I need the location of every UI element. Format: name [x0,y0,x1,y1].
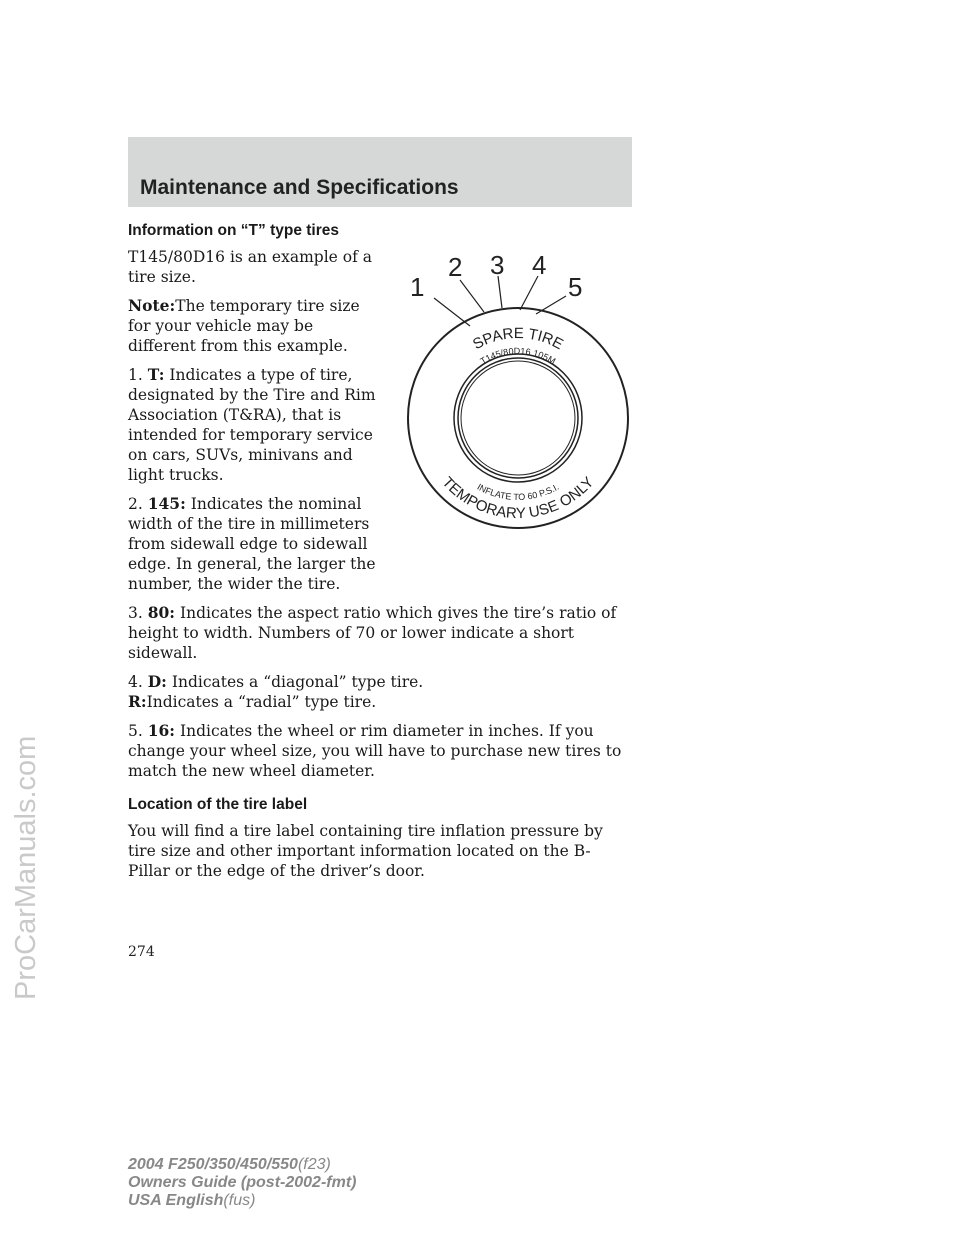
watermark: ProCarManuals.com [10,735,42,1000]
tire-diagram [398,250,630,540]
item-number: 5. [128,722,143,740]
item-text: Indicates a type of tire, designated by the Tire and Rim Association (T&RA), that is intended for temporary service on cars, SUVs, minivans and light trucks. [128,366,376,484]
footer-model: 2004 F250/350/450/550 [128,1156,298,1173]
tire-label-paragraph: You will find a tire label containing tire inflation pressure by tire size and other important information located on the B-Pillar or the edge of the driver’s door. [128,822,603,880]
footer-language: USA English [128,1192,224,1209]
list-item [128,365,378,485]
list-item [128,603,628,663]
rim-ring [454,354,582,482]
item-text: Indicates the wheel or rim diameter in inches. If you change your wheel size, you will have to purchase new tires to match the new wheel diameter. [128,722,622,780]
callout-3: 3 [490,250,505,280]
callout-4: 4 [532,250,547,280]
item-text: Indicates a “radial” type tire. [146,693,377,711]
item-text: Indicates the aspect ratio which gives the tire’s ratio of height to width. Numbers of 70 or lower indicate a short sidewall. [128,604,617,662]
tire-text-temporary-path: TEMPORARY USE ONLY [438,473,598,523]
callout-line [536,296,566,314]
tire-diagram-svg [398,250,630,540]
item-number: 4. [128,673,143,691]
tire-text-inflate-path: INFLATE TO 60 P.S.I. [475,481,561,503]
note-text: The temporary tire size for your vehicle may be different from this example. [128,297,360,355]
item-code: R: [128,692,147,711]
item-text: Indicates a “diagonal” type tire. [171,673,424,691]
rim-innermost-ring [461,361,575,475]
page-title: Maintenance and Specifications [140,176,459,199]
footer-model-code: (f23) [297,1156,331,1173]
footer [128,1156,356,1210]
intro-paragraph: T145/80D16 is an example of a tire size. [128,248,373,286]
item-text: Indicates the nominal width of the tire in millimeters from sidewall edge to sidewall edge. In general, the larger the number, the wider the tire. [128,495,376,593]
item-code: 145: [147,494,186,513]
list-item [128,494,378,594]
rim-inner-ring [458,358,578,478]
item-number: 3. [128,604,143,622]
section-heading-tire-label: Location of the tire label [128,796,308,813]
callout-line [434,298,470,326]
item-number: 2. [128,495,143,513]
footer-line-2: Owners Guide (post-2002-fmt) [128,1174,357,1191]
item-number: 1. [128,366,143,384]
callout-2: 2 [448,252,463,282]
callout-line [460,280,484,312]
page-number: 274 [128,944,155,960]
note-paragraph [128,296,378,356]
note-label: Note: [128,296,176,315]
item-code: D: [147,672,167,691]
item-code: 80: [147,603,176,622]
callout-line [520,276,538,310]
list-item [128,721,628,781]
callout-1: 1 [410,272,425,302]
callout-5: 5 [568,272,583,302]
footer-language-code: (fus) [223,1192,256,1209]
tire-text-spare-path: SPARE TIRE [470,324,566,354]
tire-text-inflate [475,482,560,502]
item-code: T: [147,365,165,384]
footer-line-1 [128,1156,356,1174]
tire-text-size-path: T145/80D16 105M [478,345,558,367]
footer-line-3 [128,1192,356,1210]
item-code: 16: [147,721,176,740]
list-item [128,672,628,712]
callout-line [498,276,502,308]
tire-text-size [479,346,558,366]
section-heading-t-type-tires: Information on “T” type tires [128,222,339,239]
